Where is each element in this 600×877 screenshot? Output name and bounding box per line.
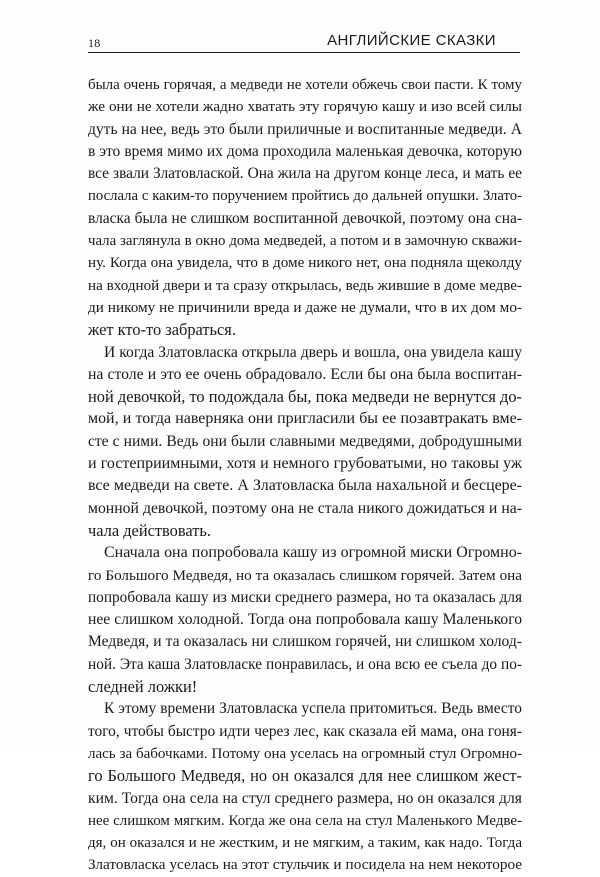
text-line: попробовала кашу из миски среднего размера, но та оказалась для	[88, 588, 522, 606]
text-line: К этому времени Златовласка успела притомиться. Ведь вместо	[104, 700, 522, 718]
text-line: же они не хотели жадно хватать эту горячую кашу и изо всей силы	[88, 98, 522, 116]
text-line: лась за бабочками. Потому она уселась на огромный стул Огромно-	[88, 745, 522, 762]
text-line: дуть на нее, ведь это были приличные и воспитанные медведи. А	[88, 120, 522, 138]
text-line: на столе и это ее очень обрадовало. Если бы она была воспитан-	[88, 365, 522, 383]
text-line: мой, и тогда наверняка они пригласили бы ее позавтракать вме-	[88, 410, 522, 428]
text-line: ким. Тогда она села на стул среднего размера, но он оказался для	[88, 789, 522, 807]
text-line: сте с ними. Ведь они были славными медведями, добродушными	[88, 432, 522, 450]
text-line: власка была не слишком воспитанной девочкой, поэтому она сна-	[88, 209, 522, 227]
text-line: нее слишком холодной. Тогда она попробовала кашу Маленького	[88, 611, 522, 629]
text-line: и гостеприимными, хотя и немного грубоватыми, но таковы уж	[88, 455, 522, 473]
paragraph-4	[88, 698, 522, 876]
text-line: в это время мимо их дома проходила маленькая девочка, которую	[88, 142, 522, 160]
text-line: следней ложки!	[88, 677, 198, 697]
text-line: чала действовать.	[88, 520, 211, 540]
text-line: была очень горячая, а медведи не хотели обжечь свои пасти. К тому	[88, 77, 522, 93]
text-line: дя, он оказался и не жестким, и не мягким, а таким, как надо. Тогда	[88, 835, 522, 852]
text-line: нее слишком мягким. Когда же она села на стул Маленького Медве-	[88, 812, 522, 829]
text-line: Сначала она попробовала кашу из огромной миски Огромно-	[104, 544, 522, 562]
text-line: ной. Эта каша Златовласке понравилась, и она всю ее съела до по-	[88, 655, 522, 673]
text-line: того, чтобы быстро идти через лес, как сказала ей мама, она гоня-	[88, 722, 522, 740]
text-line: послала с каким-то поручением пройтись до дальней опушки. Злато-	[88, 188, 522, 205]
page-number: 18	[88, 36, 101, 50]
text-line: все звали Златовлаской. Она жила на другом конце леса, и мать ее	[88, 165, 522, 183]
text-line: И когда Златовласка открыла дверь и вошла, она увидела кашу	[104, 343, 522, 361]
text-line: ной девочкой, то подождала бы, пока медведи не вернутся до-	[88, 387, 522, 407]
running-title: АНГЛИЙСКИЕ СКАЗКИ	[327, 32, 496, 49]
text-line: ну. Когда она увидела, что в доме никого нет, она подняла щеколду	[88, 254, 522, 272]
text-line: чала заглянула в окно дома медведей, а потом и в замочную скважи-	[88, 233, 522, 250]
text-line: на входной двери и та сразу открылась, ведь жившие в доме медве-	[88, 277, 522, 294]
text-line: го Большого Медведя, но он оказался для нее слишком жест-	[88, 766, 522, 786]
paragraph-2	[88, 342, 522, 543]
text-line: Медведя, и та оказалась ни слишком горячей, ни слишком холод-	[88, 633, 522, 651]
text-line: го Большого Медведя, но та оказалась слишком горячей. Затем она	[88, 566, 522, 584]
text-line: жет кто-то забраться.	[88, 320, 236, 340]
text-line: Златовласка уселась на этот стульчик и посидела на нем некоторое	[88, 856, 522, 874]
paragraph-1	[88, 74, 522, 342]
text-line: все медведи на свете. А Златовласка была нахальной и бесцере-	[88, 477, 522, 495]
page-header	[88, 30, 520, 53]
body-text	[88, 74, 522, 877]
text-line: монной девочкой, поэтому она не стала никого дожидаться и на-	[88, 499, 522, 517]
paragraph-3	[88, 542, 522, 698]
text-line: ди никому не причинили вреда и даже не думали, что в их дом мо-	[88, 298, 522, 316]
